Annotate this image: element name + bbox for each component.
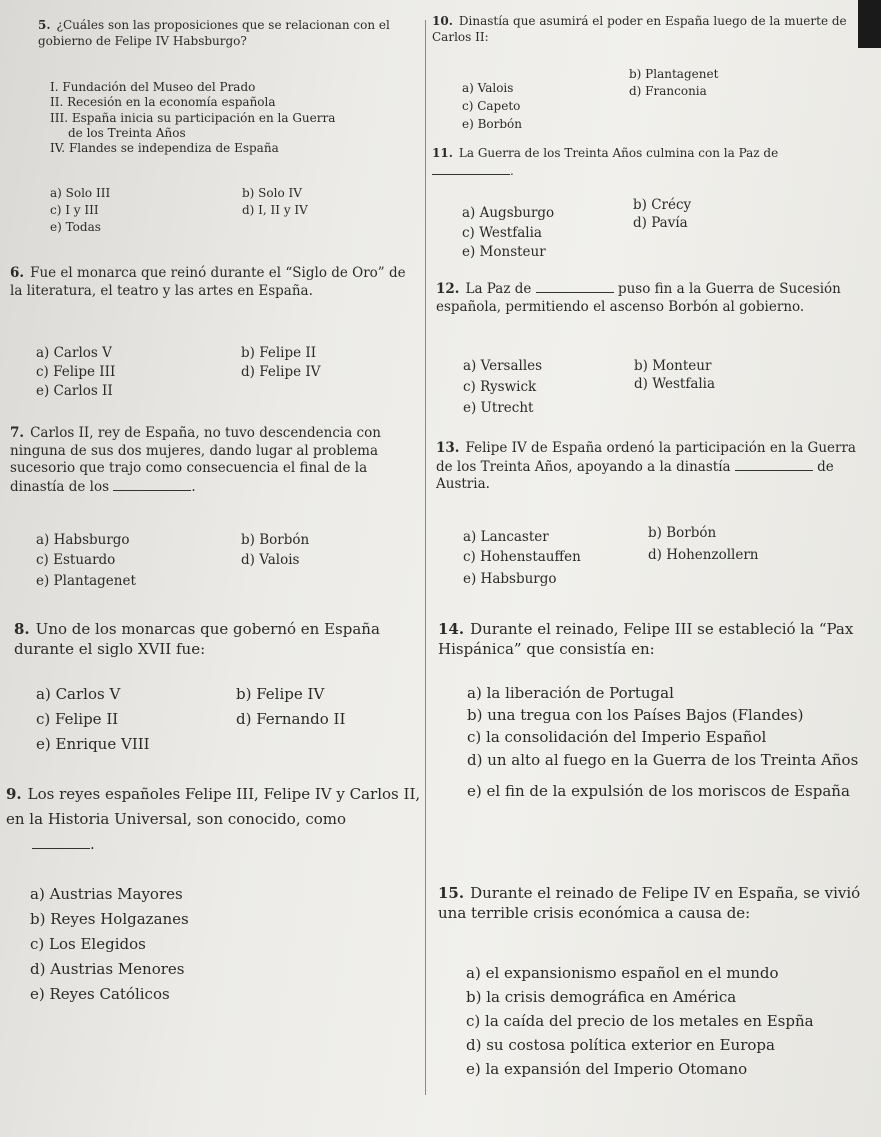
option-c[interactable]: c) Ryswick [463,379,537,395]
option-a[interactable]: a) Versalles [463,358,543,374]
question-stem: Fue el monarca que reinó durante el “Siglo de Oro” de la literatura, el teatro y las artes en España. [10,265,406,299]
option-a[interactable]: a) Habsburgo [36,532,130,548]
option-b[interactable]: b) Solo IV [242,186,302,200]
option-d[interactable]: d) Fernando II [236,710,346,728]
question-5-items [50,80,420,157]
option-c[interactable]: c) Los Elegidos [30,935,146,953]
option-d[interactable]: d) Felipe IV [241,364,321,380]
question-stem-a: La Paz de [465,281,532,297]
option-b[interactable]: b) Plantagenet [629,67,719,81]
question-9-options [30,885,420,1015]
option-c[interactable]: c) Estuardo [36,552,116,568]
option-b[interactable]: b) Felipe II [241,345,317,361]
question-7: 7. Carlos II, rey de España, no tuvo descendencia con ninguna de sus dos mujeres, dando lugar al problema sucesorio que trajo como consecuencia el final de la dinastía de los . [10,425,381,495]
question-13 [436,440,861,494]
answer-blank[interactable] [432,162,510,175]
question-stem: ¿Cuáles son las proposiciones que se relacionan con el gobierno de Felipe IV Habsburgo? [38,18,390,48]
option-a[interactable]: a) Carlos V [36,345,112,361]
option-d[interactable]: d) Valois [241,552,300,568]
option-e[interactable]: e) Habsburgo [463,571,557,587]
option-d[interactable]: d) un alto al fuego en la Guerra de los Treinta Años [467,750,859,769]
option-a[interactable]: a) Austrias Mayores [30,885,183,903]
option-e[interactable]: e) la expansión del Imperio Otomano [466,1060,748,1078]
option-b[interactable]: b) Borbón [648,525,717,541]
question-11: 11. La Guerra de los Treinta Años culmina con la Paz de . [432,146,779,178]
option-a[interactable]: a) Solo III [50,186,111,200]
option-b[interactable]: b) la crisis demográfica en América [466,988,737,1006]
option-e[interactable]: e) Utrecht [463,400,534,416]
question-8 [14,620,424,659]
question-11-options [462,197,842,259]
option-b[interactable]: b) Borbón [241,532,310,548]
option-d[interactable]: d) Westfalia [634,376,716,392]
column-divider [425,20,426,1095]
option-e[interactable]: e) el fin de la expulsión de los moriscos de España [467,781,850,800]
question-8-options [36,685,421,755]
question-stem: Carlos II, rey de España, no tuvo descendencia con ninguna de sus dos mujeres, dando lugar al problema sucesorio que trajo como consecuencia el final de la dinastía de los [10,425,381,495]
option-c[interactable]: c) Hohenstauffen [463,549,581,565]
question-10-options [462,67,842,131]
option-a[interactable]: a) la liberación de Portugal [467,684,674,702]
option-e[interactable]: e) Carlos II [36,383,113,399]
question-12-options [463,358,843,420]
question-5-options [50,186,420,246]
question-stem-b: puso fin a la Guerra de Sucesión española, permitiendo el ascenso Borbón al gobierno. [436,281,841,315]
question-number: 15. [438,884,465,902]
question-10 [432,14,852,45]
proposition-iii-cont: de los Treinta Años [68,126,186,141]
option-d[interactable]: d) Franconia [629,84,707,98]
proposition-ii: II. Recesión en la economía española [50,95,276,110]
proposition-iv: IV. Flandes se independiza de España [50,141,279,156]
option-c[interactable]: c) la caída del precio de los metales en Espña [466,1012,814,1030]
option-d[interactable]: d) Austrias Menores [30,960,185,978]
question-number: 8. [14,620,30,638]
option-a[interactable]: a) Carlos V [36,685,121,703]
answer-blank[interactable] [735,458,813,471]
question-6 [10,265,420,300]
option-a[interactable]: a) Lancaster [463,529,549,545]
answer-blank[interactable] [32,836,90,849]
question-number: 13. [436,440,460,456]
answer-blank[interactable] [536,280,614,293]
question-number: 7. [10,425,25,441]
question-13-options [463,525,863,589]
question-number: 12. [436,281,460,297]
option-e[interactable]: e) Todas [50,220,101,234]
question-6-options [36,345,416,405]
option-a[interactable]: a) Augsburgo [462,205,555,221]
question-number: 14. [438,620,465,638]
question-number: 9. [6,785,22,803]
option-e[interactable]: e) Monsteur [462,244,546,260]
question-stem-b: de Austria. [436,458,834,493]
question-9: 9. Los reyes españoles Felipe III, Felipe IV y Carlos II, en la Historia Universal, son conocido, como . [6,785,421,853]
question-12 [436,280,856,316]
option-b[interactable]: b) Monteur [634,358,712,374]
option-d[interactable]: d) Pavía [633,215,688,231]
option-e[interactable]: e) Enrique VIII [36,735,150,753]
question-stem: La Guerra de los Treinta Años culmina con la Paz de [458,146,779,160]
option-b[interactable]: b) Crécy [633,197,692,213]
option-d[interactable]: d) Hohenzollern [648,547,759,563]
question-number: 11. [432,146,453,160]
option-c[interactable]: c) la consolidación del Imperio Español [467,728,767,747]
question-number: 6. [10,265,25,281]
question-14 [438,620,863,659]
question-stem: Durante el reinado de Felipe IV en España, se vivió una terrible crisis económica a causa de: [438,884,861,922]
option-e[interactable]: e) Plantagenet [36,573,136,589]
proposition-iii: III. España inicia su participación en la Guerra [50,110,336,125]
answer-blank[interactable] [113,478,191,491]
option-c[interactable]: c) Westfalia [462,225,542,241]
option-e[interactable]: e) Reyes Católicos [30,985,170,1003]
question-5 [38,18,418,49]
question-15-options [466,963,871,1080]
option-e[interactable]: e) Borbón [462,117,523,131]
question-number: 5. [38,18,51,32]
option-a[interactable]: a) el expansionismo español en el mundo [466,964,779,982]
question-15 [438,884,863,923]
option-d[interactable]: d) su costosa política exterior en Europa [466,1036,775,1054]
option-b[interactable]: b) Reyes Holgazanes [30,910,189,928]
option-a[interactable]: a) Valois [462,81,514,95]
binder-clip [858,0,881,48]
question-14-options [467,684,872,801]
option-d[interactable]: d) I, II y IV [242,203,308,217]
question-7-options [36,532,416,596]
question-number: 10. [432,14,453,28]
option-c[interactable]: c) Felipe II [36,710,119,728]
question-stem-a: Felipe IV de España ordenó la participación en la Guerra de los Treinta Años, apoyando a la dinastía [436,440,856,475]
option-c[interactable]: c) Felipe III [36,364,116,380]
question-stem: Los reyes españoles Felipe III, Felipe IV y Carlos II, en la Historia Universal, son conocido, como [6,785,421,828]
option-b[interactable]: b) una tregua con los Países Bajos (Flandes) [467,706,804,725]
option-b[interactable]: b) Felipe IV [236,685,325,703]
option-c[interactable]: c) Capeto [462,99,521,113]
option-c[interactable]: c) I y III [50,203,99,217]
question-stem: Durante el reinado, Felipe III se estableció la “Pax Hispánica” que consistía en: [438,620,854,658]
proposition-i: I. Fundación del Museo del Prado [50,80,256,94]
question-stem: Uno de los monarcas que gobernó en España durante el siglo XVII fue: [14,620,380,658]
question-stem: Dinastía que asumirá el poder en España luego de la muerte de Carlos II: [432,14,847,44]
